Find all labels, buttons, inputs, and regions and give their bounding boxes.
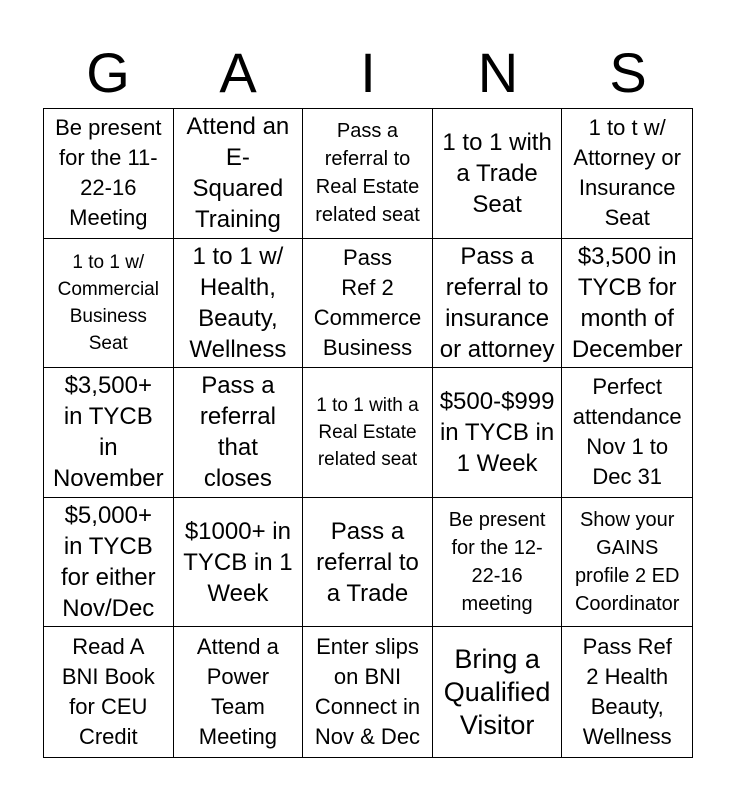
cell-text: $1000+ in TYCB in 1 Week xyxy=(183,517,293,607)
header-letter-a: A xyxy=(219,41,257,104)
cell-text: Pass a referral to Real Estate related seat xyxy=(315,120,420,227)
bingo-cell[interactable] xyxy=(433,498,563,628)
bingo-cell[interactable] xyxy=(562,239,692,369)
cell-text: Attend an E- Squared Training xyxy=(186,113,290,234)
cell-text: Enter slips on BNI Connect in Nov & Dec xyxy=(314,634,421,750)
bingo-cell[interactable] xyxy=(174,368,304,498)
bingo-cell[interactable] xyxy=(562,368,692,498)
bingo-board xyxy=(43,108,693,758)
cell-text: $3,500+ in TYCB in November xyxy=(52,372,164,493)
bingo-cell[interactable] xyxy=(44,627,174,757)
cell-text: Read A BNI Book for CEU Credit xyxy=(61,634,155,750)
bingo-cell[interactable] xyxy=(303,627,433,757)
bingo-cell[interactable] xyxy=(44,239,174,369)
bingo-cell[interactable] xyxy=(303,239,433,369)
cell-text: $5,000+ in TYCB for either Nov/Dec xyxy=(60,502,156,623)
cell-text: Pass a referral that closes xyxy=(199,372,276,493)
header-letter-i: I xyxy=(360,41,376,104)
bingo-header xyxy=(43,40,693,106)
bingo-cell[interactable] xyxy=(433,239,563,369)
cell-text: 1 to 1 w/ Commercial Business Seat xyxy=(57,251,159,354)
cell-text: Pass Ref 2 Health Beauty, Wellness xyxy=(582,634,672,750)
bingo-cell[interactable] xyxy=(562,498,692,628)
cell-text: Be present for the 12- 22-16 meeting xyxy=(448,509,546,616)
cell-text: 1 to 1 with a Real Estate related seat xyxy=(316,394,419,470)
cell-text: Pass a referral to a Trade xyxy=(316,517,419,607)
bingo-cell[interactable] xyxy=(303,109,433,239)
bingo-cell[interactable] xyxy=(562,109,692,239)
bingo-cell[interactable] xyxy=(303,368,433,498)
cell-text: Pass a referral to insurance or attorney xyxy=(439,242,555,363)
cell-text: $500-$999 in TYCB in 1 Week xyxy=(439,387,555,477)
cell-text: $3,500 in TYCB for month of December xyxy=(571,242,683,363)
cell-text: Bring a Qualified Visitor xyxy=(443,643,551,740)
cell-text: 1 to 1 w/ Health, Beauty, Wellness xyxy=(189,242,287,363)
bingo-cell[interactable] xyxy=(433,627,563,757)
bingo-cell[interactable] xyxy=(174,627,304,757)
bingo-cell[interactable] xyxy=(562,627,692,757)
header-letter-n: N xyxy=(477,41,519,104)
cell-text: Attend a Power Team Meeting xyxy=(196,634,279,750)
cell-text: 1 to t w/ Attorney or Insurance Seat xyxy=(573,115,681,231)
bingo-cell[interactable] xyxy=(44,498,174,628)
header-letter-s: S xyxy=(609,41,647,104)
bingo-cell[interactable] xyxy=(44,368,174,498)
cell-text: Pass Ref 2 Commerce Business xyxy=(313,244,422,360)
bingo-cell[interactable] xyxy=(44,109,174,239)
cell-text: Show your GAINS profile 2 ED Coordinator xyxy=(574,509,680,616)
header-letter-g: G xyxy=(86,41,130,104)
bingo-cell[interactable] xyxy=(433,109,563,239)
bingo-cell[interactable] xyxy=(433,368,563,498)
bingo-cell[interactable] xyxy=(303,498,433,628)
bingo-cell[interactable] xyxy=(174,498,304,628)
cell-text: 1 to 1 with a Trade Seat xyxy=(442,128,552,218)
cell-text: Perfect attendance Nov 1 to Dec 31 xyxy=(572,374,682,490)
bingo-cell[interactable] xyxy=(174,109,304,239)
cell-text: Be present for the 11- 22-16 Meeting xyxy=(55,115,162,231)
bingo-cell[interactable] xyxy=(174,239,304,369)
